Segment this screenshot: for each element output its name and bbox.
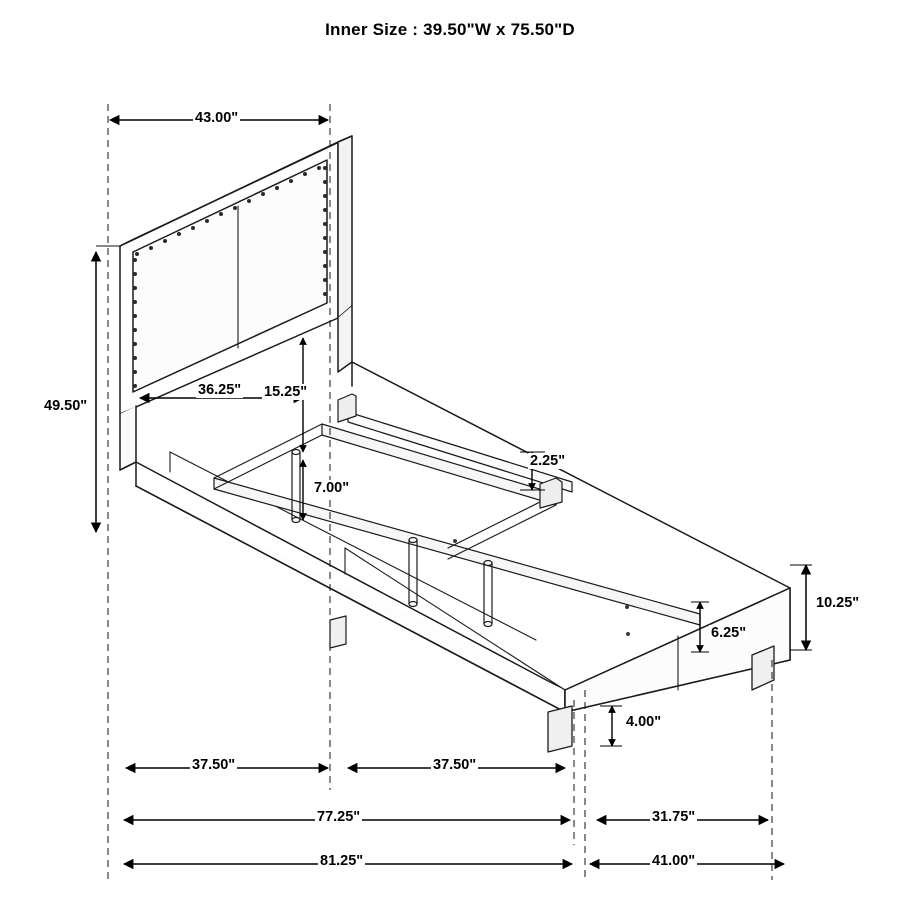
dim-overall-length: 81.25": [320, 853, 364, 869]
dim-overall-height: 49.50": [44, 398, 88, 414]
page-title: Inner Size : 39.50"W x 75.50"D: [325, 20, 575, 39]
dim-half-length-back: 37.50": [433, 757, 477, 773]
dim-rail-lower: 6.25": [711, 625, 747, 641]
dim-inner-length: 77.25": [317, 809, 361, 825]
dim-side-rail-height: 10.25": [816, 595, 860, 611]
dim-half-length-front: 37.50": [192, 757, 236, 773]
dim-overall-depth: 41.00": [652, 853, 696, 869]
dim-slat-height: 7.00": [314, 480, 350, 496]
dim-headboard-clearance: 15.25": [264, 384, 308, 400]
dim-headboard-width: 43.00": [195, 110, 239, 126]
dim-rail-offset: 2.25": [530, 453, 566, 469]
dim-leg-height: 4.00": [626, 714, 662, 730]
dim-depth-side: 31.75": [652, 809, 696, 825]
dim-headboard-panel-width: 36.25": [198, 382, 242, 398]
